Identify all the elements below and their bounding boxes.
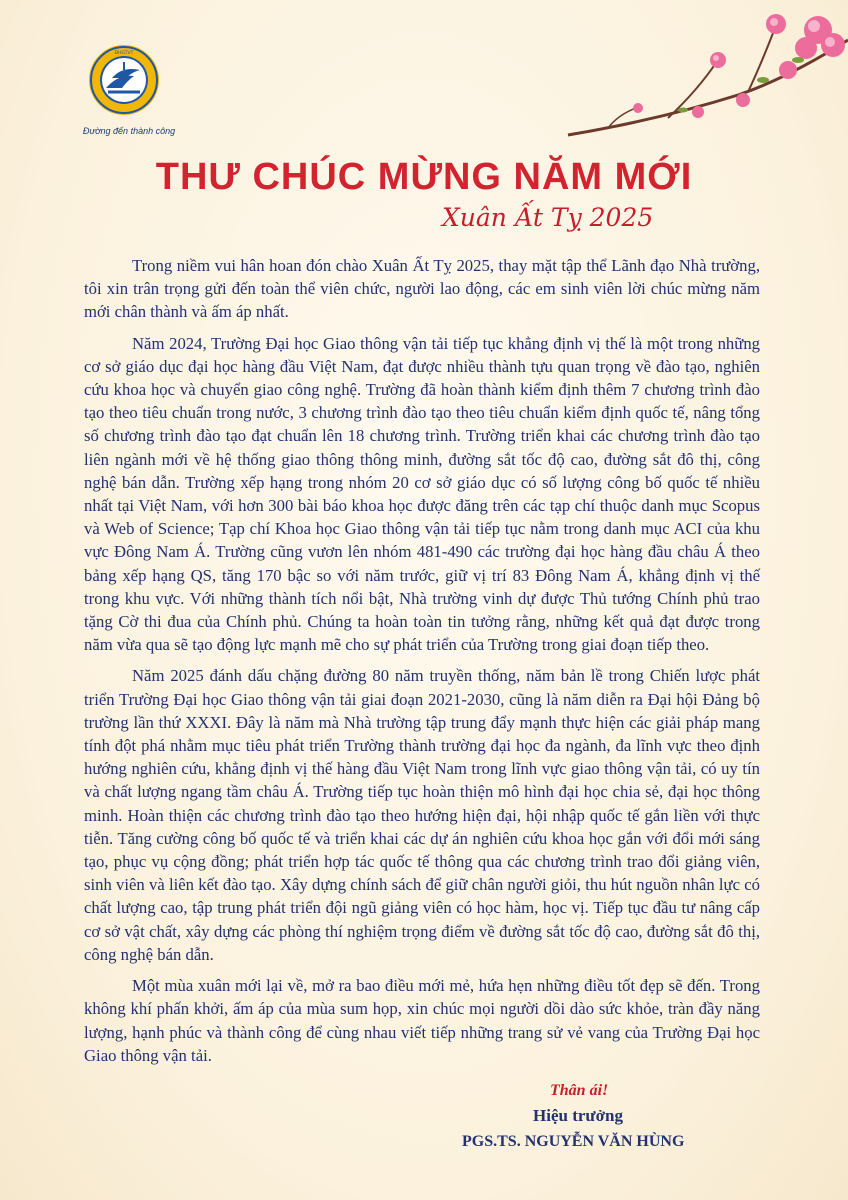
svg-text:ĐHGTVT: ĐHGTVT [114,51,134,56]
letter-subtitle: Xuân Ất Tỵ 2025 [442,203,654,232]
paragraph-4: Một mùa xuân mới lại về, mở ra bao điều mới mẻ, hứa hẹn những điều tốt đẹp sẽ đến. Trong không khí phấn khởi, ấm áp của mùa sum họp, xin chúc mọi người dồi dào sức khỏe, tràn đầy năng lượng, hạnh phúc và thành công để cùng nhau viết tiếp những trang sử vẻ vang của Trường Đại học Giao thông vận tải. [84,976,760,1065]
letter-body [84,254,760,1075]
signer-role: Hiệu trưởng [533,1106,623,1125]
university-logo [88,44,160,116]
closing-salutation: Thân ái! [550,1082,609,1099]
paragraph-1: Trong niềm vui hân hoan đón chào Xuân Ất Tỵ 2025, thay mặt tập thể Lãnh đạo Nhà trường, tôi xin trân trọng gửi đến toàn thể viên chức, người lao động, các em sinh viên lời chúc mừng năm mới chân thành và ấm áp nhất. [84,256,760,322]
peach-blossom-decoration [548,0,848,150]
paragraph-2: Năm 2024, Trường Đại học Giao thông vận tải tiếp tục khẳng định vị thế là một trong những cơ sở giáo dục đại học hàng đầu Việt Nam, đạt được nhiều thành tựu quan trọng về đào tạo, nghiên cứu khoa học và chuyển giao công nghệ. Trường đã hoàn thành kiểm định thêm 7 chương trình đào tạo theo tiêu chuẩn trong nước, 3 chương trình đào tạo theo tiêu chuẩn kiểm định quốc tế, nâng tổng số chương trình đào tạo đạt chuẩn lên 18 chương trình. Trường triển khai các chương trình đào tạo liên ngành mới về hệ thống giao thông thông minh, đường sắt tốc độ cao, đường sắt đô thị, công nghệ bán dẫn. Trường xếp hạng trong nhóm 20 cơ sở giáo dục có số lượng công bố quốc tế nhiều nhất tại Việt Nam, với hơn 300 bài báo khoa học được đăng trên các tạp chí thuộc danh mục Scopus và Web of Science; Tạp chí Khoa học Giao thông vận tải tiếp tục nằm trong danh mục ACI của khu vực Đông Nam Á. Trường cũng vươn lên nhóm 481-490 các trường đại học hàng đầu châu Á theo bảng xếp hạng QS, tăng 170 bậc so với năm trước, giữ vị trí 83 Đông Nam Á, khẳng định vị thế trong khu vực. Với những thành tích nổi bật, Nhà trường vinh dự được Thủ tướng Chính phủ trao tặng Cờ thi đua của Chính phủ. Chúng ta hoàn toàn tin tưởng rằng, những kết quả đạt được trong năm vừa qua sẽ tạo động lực mạnh mẽ cho sự phát triển của Trường trong giai đoạn tiếp theo. [84,333,760,655]
letter-title: THƯ CHÚC MỪNG NĂM MỚI [155,156,693,198]
slogan: Đường đến thành công [82,126,176,136]
signer-name: PGS.TS. NGUYỄN VĂN HÙNG [462,1133,685,1150]
university-logo-icon [88,44,160,116]
paragraph-3: Năm 2025 đánh dấu chặng đường 80 năm truyền thống, năm bản lề trong Chiến lược phát triển Trường Đại học Giao thông vận tải giai đoạn 2021-2030, cũng là năm diễn ra Đại hội Đảng bộ trường lần thứ XXXI. Đây là năm mà Nhà trường tập trung đẩy mạnh thực hiện các giải pháp mang tính đột phá nhằm mục tiêu phát triển Trường thành trường đại học đa ngành, đa lĩnh vực theo định hướng nghiên cứu, khẳng định vị thế hàng đầu Việt Nam trong lĩnh vực giao thông vận tải, có uy tín và chất lượng ngang tầm châu Á. Trường tiếp tục hoàn thiện mô hình đại học chia sẻ, đại học thông minh. Hoàn thiện các chương trình đào tạo theo hướng hiện đại, hội nhập quốc tế gắn liền với thực tiễn. Tăng cường công bố quốc tế và triển khai các dự án nghiên cứu khoa học gắn với đổi mới sáng tạo, phục vụ cộng đồng; phát triển hợp tác quốc tế thông qua các chương trình trao đổi giảng viên, sinh viên và liên kết đào tạo. Xây dựng chính sách để giữ chân người giỏi, thu hút nguồn nhân lực có chất lượng cao, tập trung phát triển đội ngũ giảng viên có học hàm, học vị. Tiếp tục đầu tư nâng cấp cơ sở vật chất, xây dựng các phòng thí nghiệm trọng điểm về đường sắt tốc độ cao, đường sắt đô thị, công nghệ bán dẫn. [84,666,760,964]
peach-blossom-branch-icon [548,0,848,150]
